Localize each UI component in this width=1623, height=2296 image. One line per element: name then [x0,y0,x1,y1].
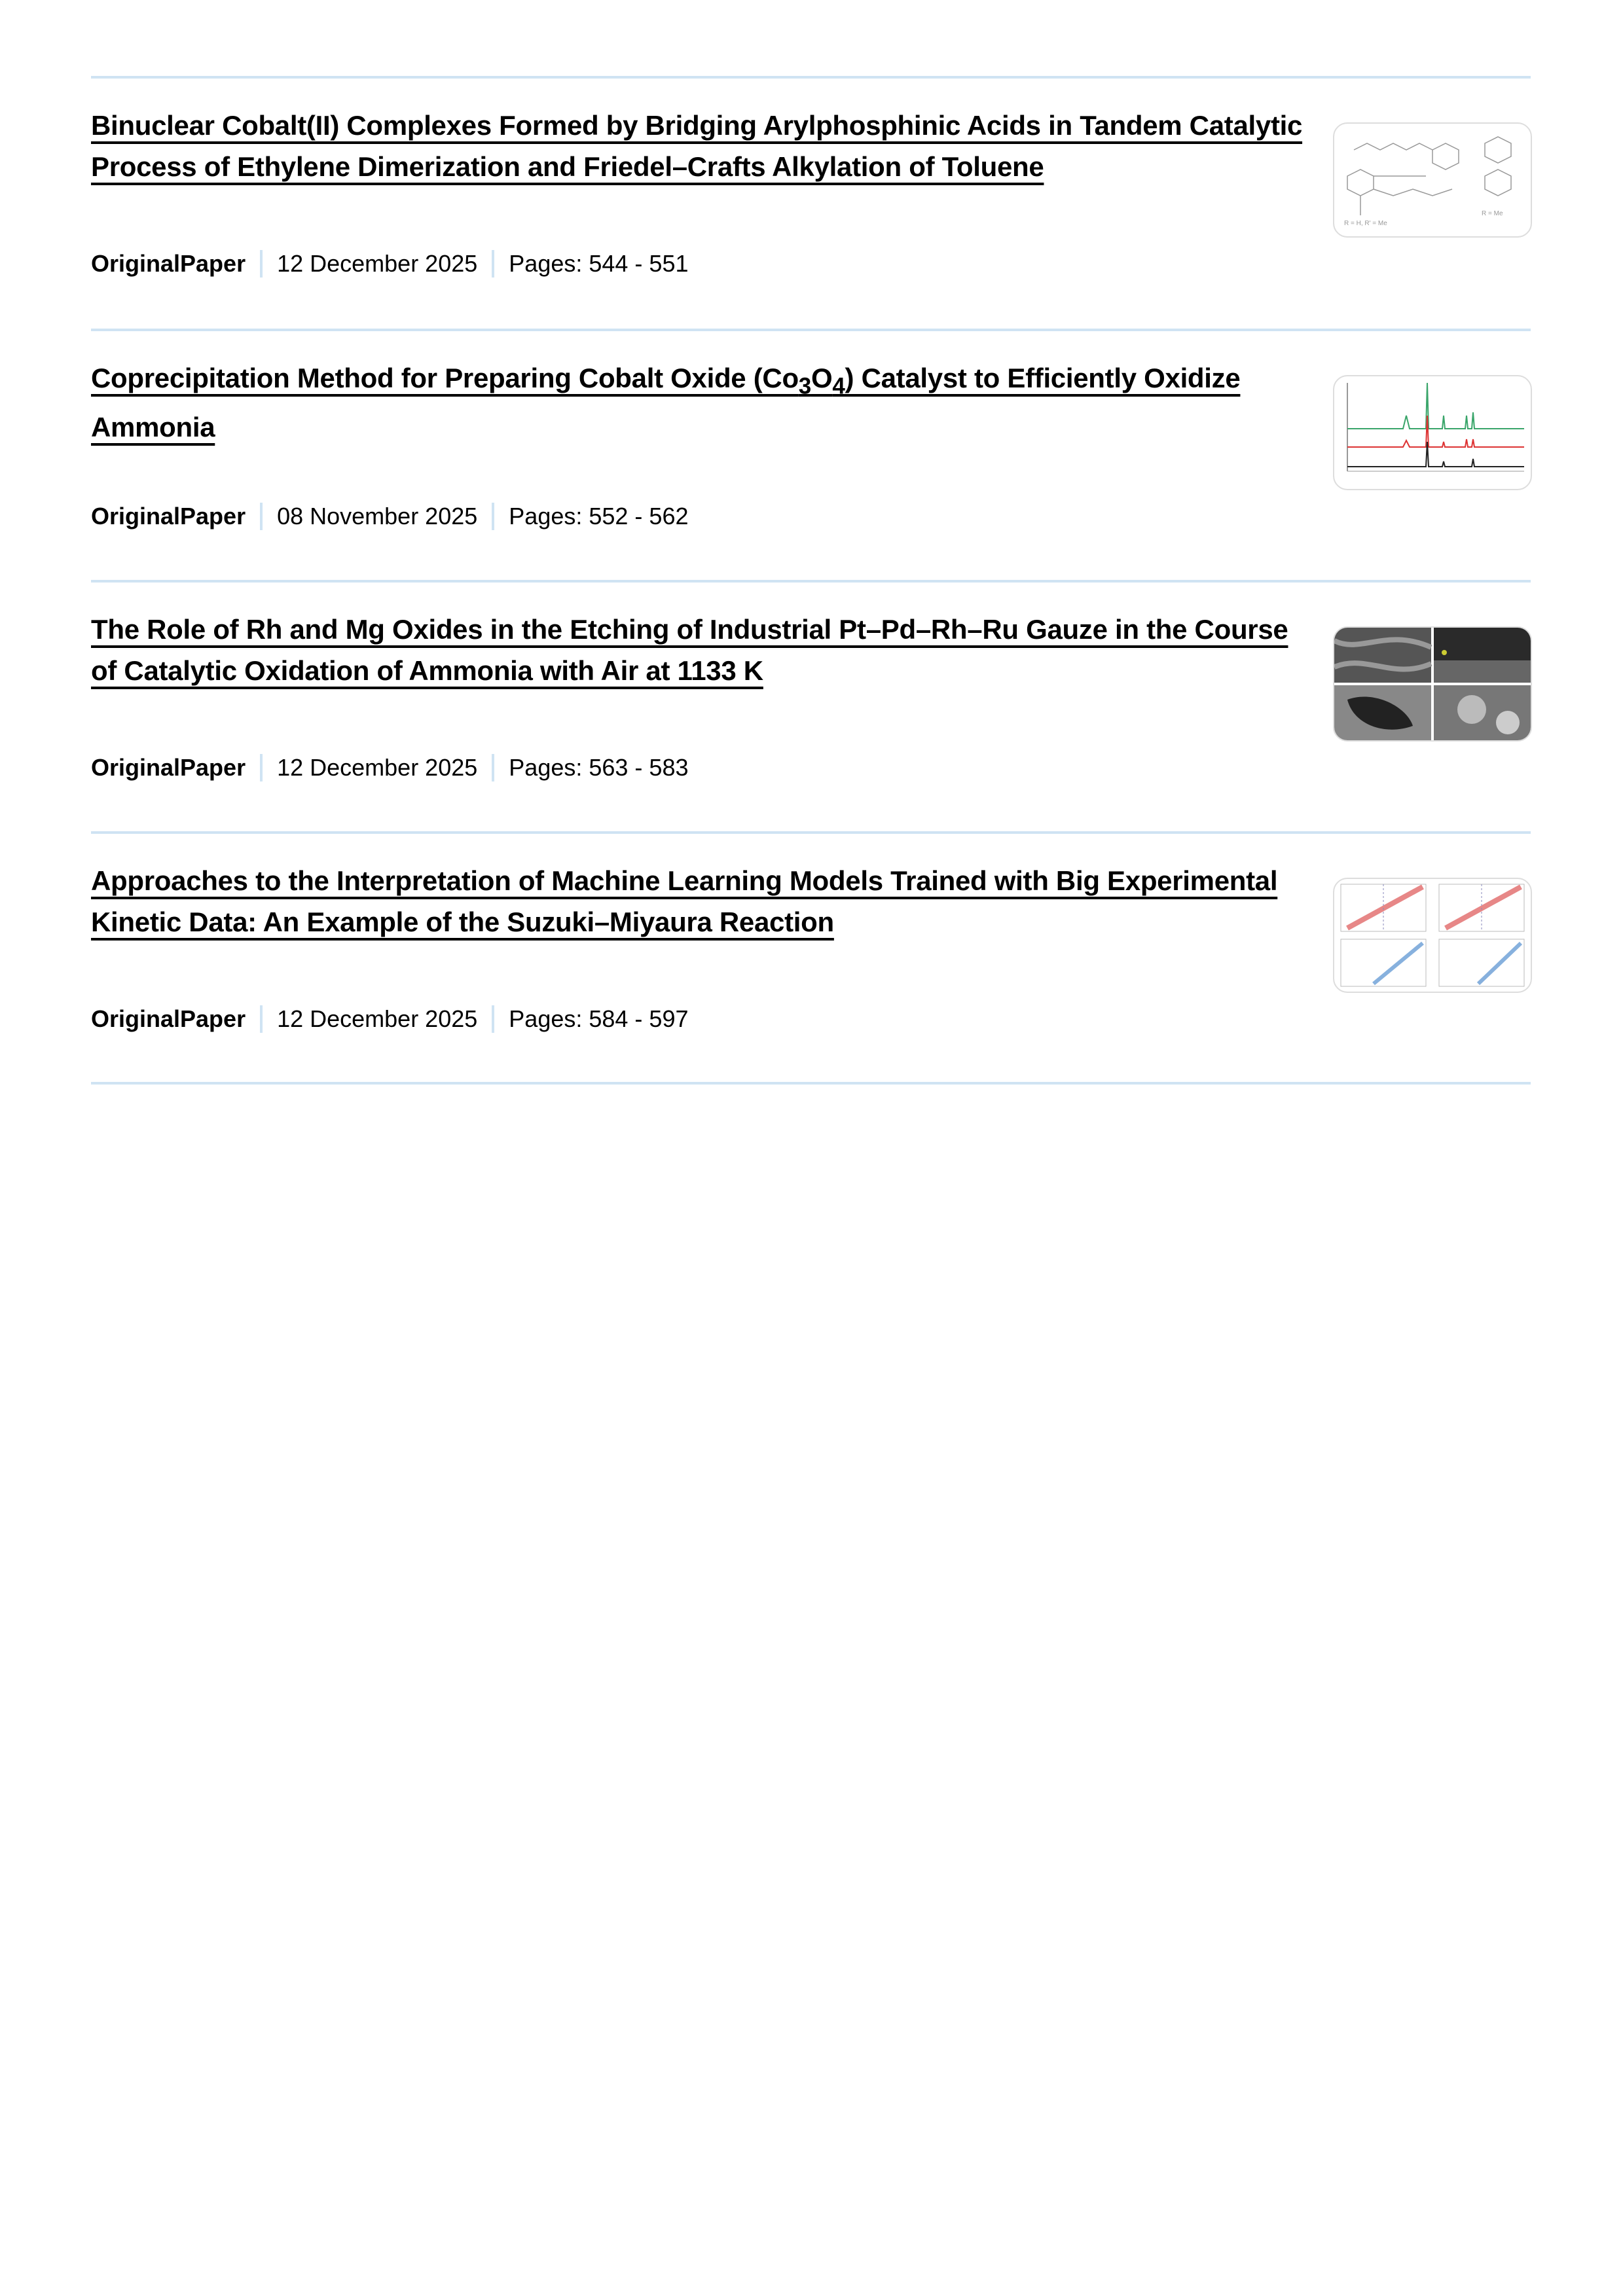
article-item [91,79,1531,330]
article-meta [91,1005,688,1033]
title-text: O [811,363,833,393]
title-subscript: 4 [832,373,845,399]
article-meta [91,503,688,530]
article-meta [91,754,688,781]
title-text: ) Catalyst to Efficiently Oxidize Ammonia [91,363,1241,443]
article-pages: Pages: 552 - 562 [509,503,689,529]
meta-divider [492,250,494,278]
separator [91,1082,1531,1085]
article-item [91,583,1531,834]
article-pages: Pages: 563 - 583 [509,754,689,781]
meta-divider [260,503,263,530]
article-thumbnail-xrd-pattern[interactable] [1333,375,1532,490]
article-type: OriginalPaper [91,754,246,781]
title-subscript: 3 [798,373,811,399]
article-item [91,834,1531,1085]
meta-divider [260,1005,263,1033]
meta-divider [260,250,263,278]
article-title [91,357,1309,448]
article-title-link[interactable]: Binuclear Cobalt(II) Complexes Formed by Bridging Arylphosphinic Acids in Tandem Catalytic Process of Ethylene Dimerization and Friedel–Crafts Alkylation of Toluene [91,110,1303,182]
article-type: OriginalPaper [91,1005,246,1032]
article-pages: Pages: 584 - 597 [509,1005,689,1032]
meta-divider [260,754,263,781]
svg-text:R = Me: R = Me [1482,210,1503,217]
article-title [91,860,1309,942]
article-title-link[interactable]: The Role of Rh and Mg Oxides in the Etching of Industrial Pt–Pd–Rh–Ru Gauze in the Course of Catalytic Oxidation of Ammonia with Air at 1133 K [91,614,1288,686]
article-item [91,331,1531,583]
article-type: OriginalPaper [91,503,246,529]
article-thumbnail-chemical-structure[interactable] [1333,122,1532,238]
article-title [91,105,1309,187]
article-title [91,609,1309,691]
article-thumbnail-scatter-plots[interactable] [1333,878,1532,993]
article-meta [91,250,688,278]
meta-divider [492,503,494,530]
article-date: 12 December 2025 [277,754,478,781]
article-title-link[interactable]: Approaches to the Interpretation of Machine Learning Models Trained with Big Experimental Kinetic Data: An Example of the Suzuki–Miyaura Reaction [91,865,1278,937]
article-date: 12 December 2025 [277,1005,478,1032]
meta-divider [492,1005,494,1033]
article-date: 08 November 2025 [277,503,478,529]
meta-divider [492,754,494,781]
article-date: 12 December 2025 [277,250,478,277]
article-pages: Pages: 544 - 551 [509,250,689,277]
article-thumbnail-sem-images[interactable] [1333,626,1532,742]
svg-text:R = H, R' = Me: R = H, R' = Me [1344,220,1387,227]
title-text: Coprecipitation Method for Preparing Cobalt Oxide (Co [91,363,799,393]
article-title-link[interactable] [91,363,1240,442]
article-type: OriginalPaper [91,250,246,277]
